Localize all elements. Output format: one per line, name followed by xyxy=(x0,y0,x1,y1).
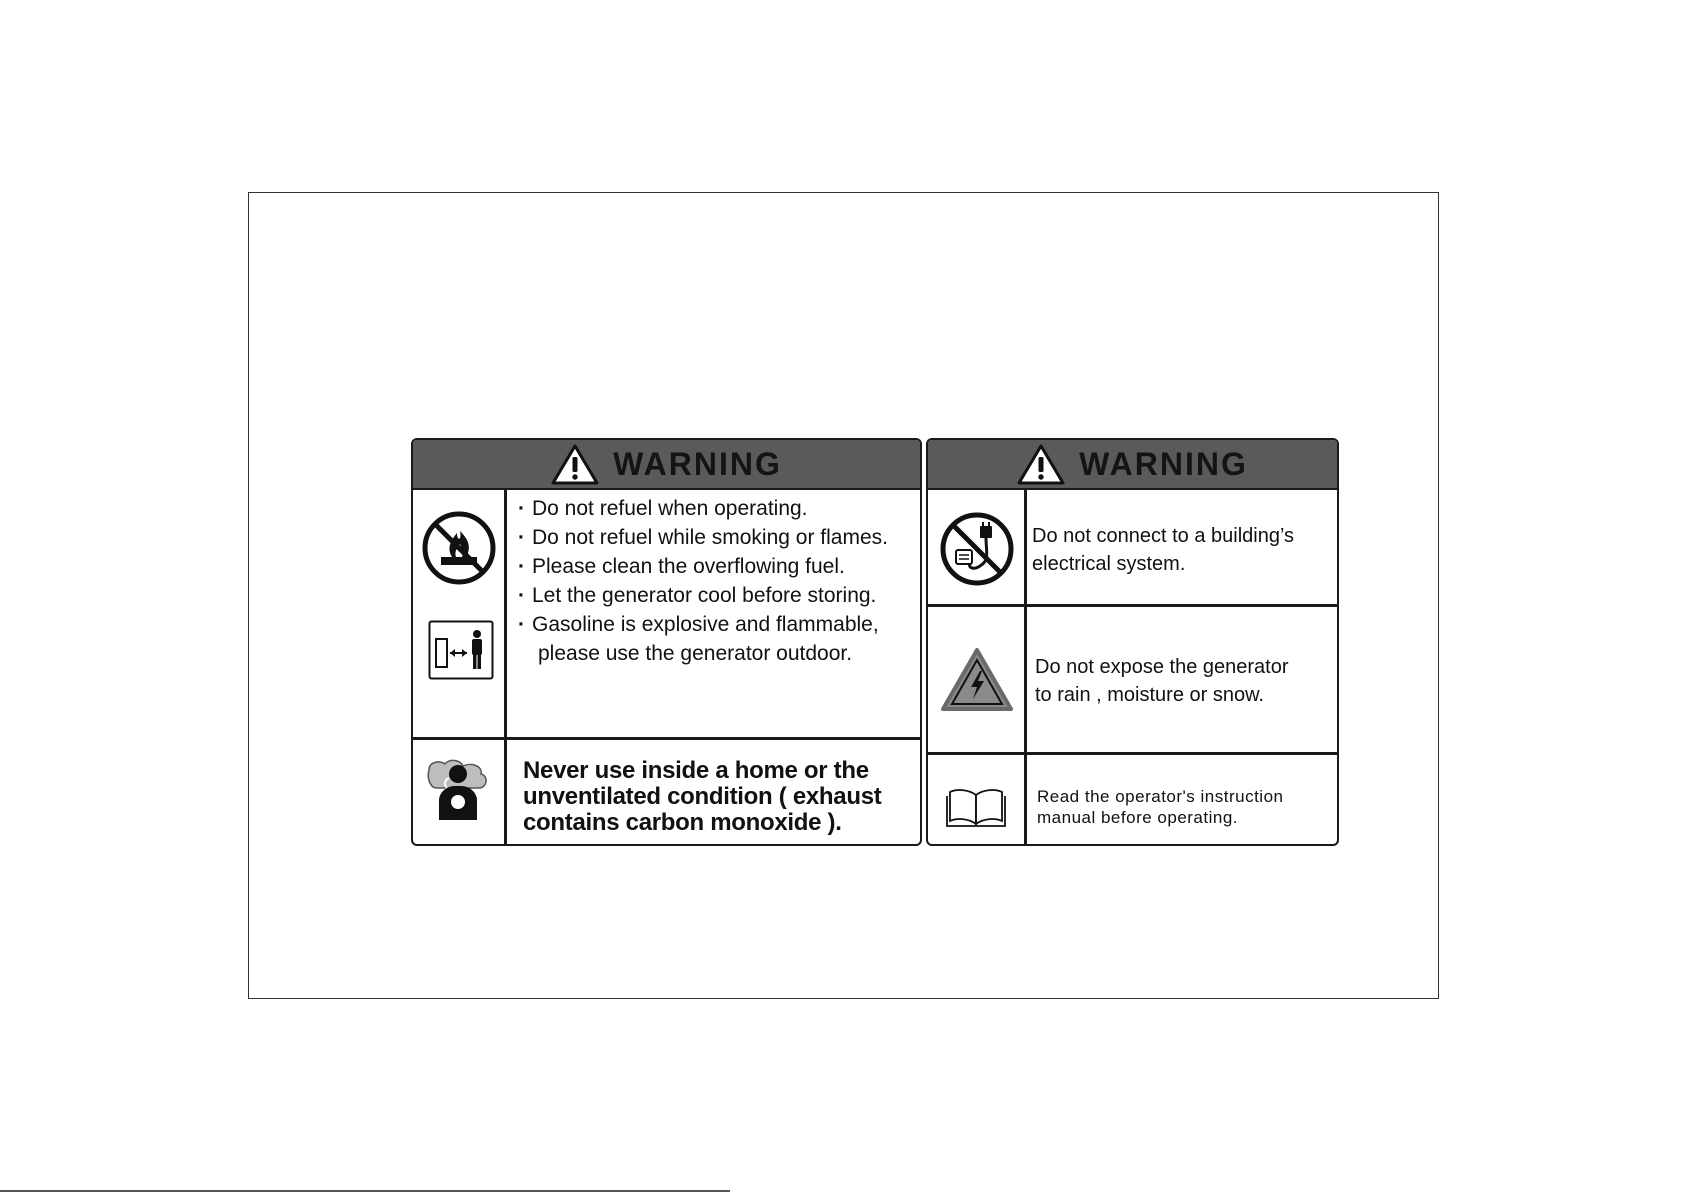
electrical-warning-label xyxy=(926,438,1339,846)
co-warning-line: unventilated condition ( exhaust xyxy=(523,783,882,810)
bullet-item: · Do not refuel while smoking or flames. xyxy=(518,523,888,552)
divider xyxy=(504,488,507,844)
electric-shock-hazard-icon xyxy=(940,647,1014,713)
warning-line: Do not connect to a building’s xyxy=(1032,525,1295,547)
warning-header xyxy=(413,440,920,490)
fuel-instructions xyxy=(518,494,888,668)
keep-distance-icon xyxy=(428,620,494,680)
moisture-warning xyxy=(1035,653,1289,709)
divider xyxy=(413,737,920,740)
divider xyxy=(928,604,1337,607)
divider xyxy=(928,752,1337,755)
no-fire-icon xyxy=(422,511,496,585)
warning-line: Do not expose the generator xyxy=(1035,656,1289,678)
warning-triangle-icon xyxy=(551,443,599,485)
warning-line: Read the operator's instruction xyxy=(1037,787,1284,806)
read-manual-instruction xyxy=(1037,786,1284,828)
bullet-item: · Let the generator cool before storing. xyxy=(518,581,888,610)
warning-line: electrical system. xyxy=(1032,553,1186,575)
bullet-item: · Gasoline is explosive and flammable, xyxy=(518,610,888,639)
bullet-continuation: please use the generator outdoor. xyxy=(538,642,853,665)
divider xyxy=(1024,488,1027,844)
co-warning-line: contains carbon monoxide ). xyxy=(523,809,842,836)
bullet-item: · Do not refuel when operating. xyxy=(518,494,888,523)
warning-line: to rain , moisture or snow. xyxy=(1035,684,1264,706)
co-warning-line: Never use inside a home or the xyxy=(523,757,869,784)
fuel-warning-label xyxy=(411,438,922,846)
carbon-monoxide-icon xyxy=(427,756,491,822)
bullet-item: · Please clean the overflowing fuel. xyxy=(518,552,888,581)
warning-header xyxy=(928,440,1337,490)
warning-triangle-icon xyxy=(1017,443,1065,485)
read-manual-icon xyxy=(946,787,1006,829)
warning-title: WARNING xyxy=(1079,445,1248,482)
carbon-monoxide-warning xyxy=(523,758,881,836)
warning-line: manual before operating. xyxy=(1037,808,1239,827)
no-building-connection-icon xyxy=(940,512,1014,586)
building-connection-warning xyxy=(1032,522,1294,578)
warning-title: WARNING xyxy=(613,445,782,482)
